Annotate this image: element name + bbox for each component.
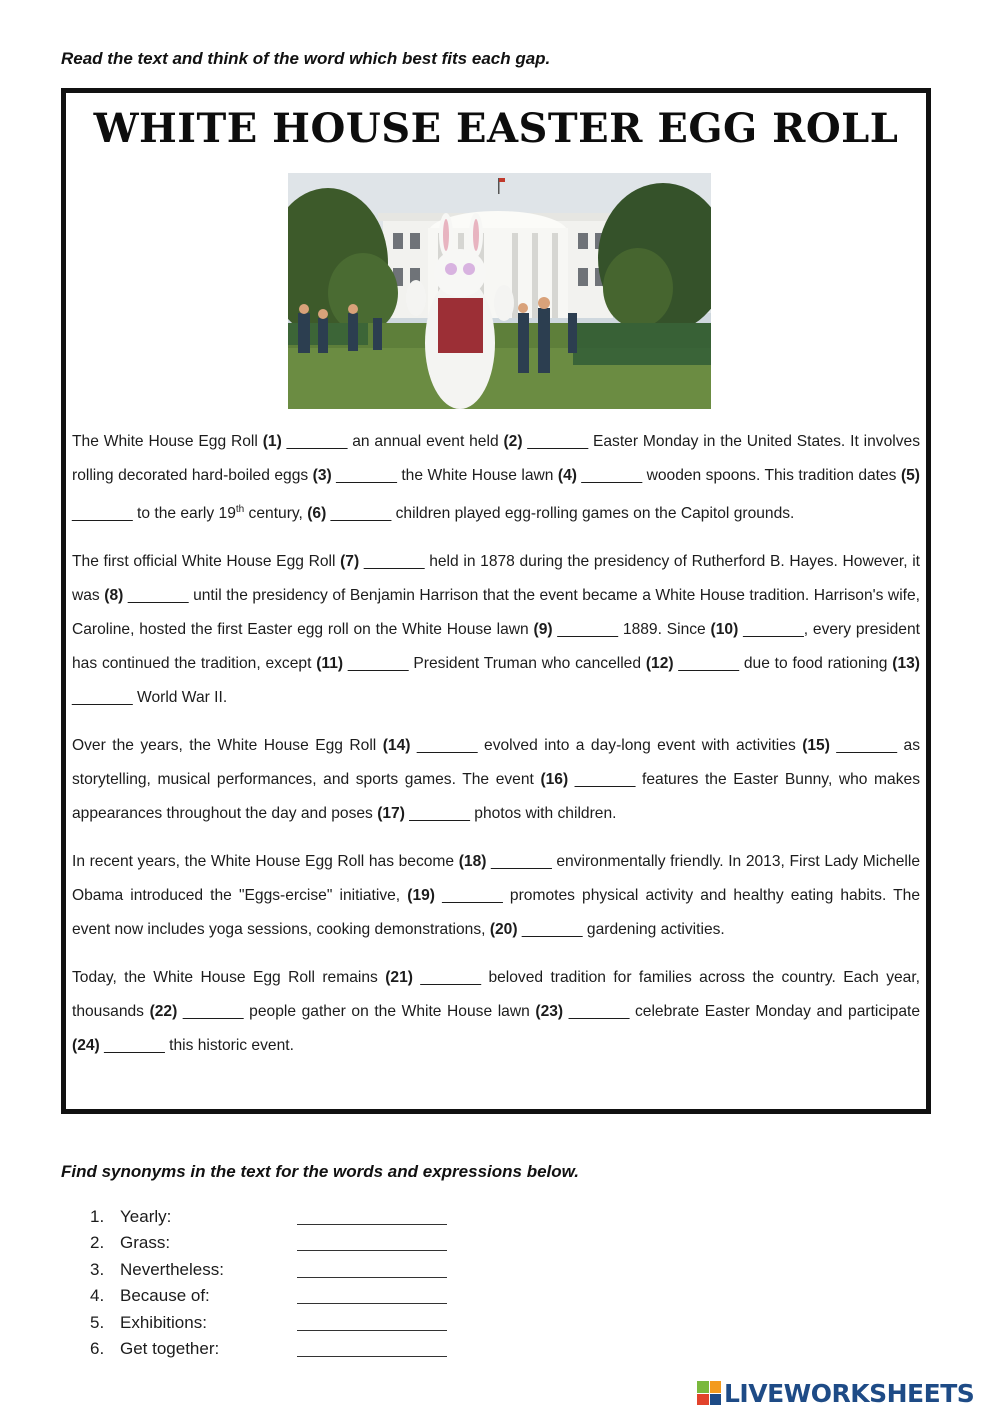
gap-fill-text bbox=[72, 425, 920, 1077]
gap-number: (23) bbox=[535, 1003, 564, 1021]
synonym-item bbox=[90, 1280, 447, 1307]
gap-number: (16) bbox=[540, 771, 569, 789]
synonym-number: 4. bbox=[90, 1286, 105, 1305]
text-fragment: _______ children played egg-rolling games on the Capitol grounds. bbox=[326, 505, 795, 523]
text-fragment: _______ 1889. Since bbox=[552, 621, 711, 639]
gap-number: (18) bbox=[458, 853, 487, 871]
gap-number: (6) bbox=[307, 505, 327, 523]
synonym-word: Because of: bbox=[120, 1286, 210, 1305]
gap-number: (10) bbox=[710, 621, 739, 639]
worksheet-title: WHITE HOUSE EASTER EGG ROLL bbox=[93, 105, 899, 152]
gap-number: (21) bbox=[385, 969, 413, 987]
text-fragment: _______ as storytelling, musical performances, and sports games. The event bbox=[72, 737, 920, 789]
synonym-number: 1. bbox=[90, 1206, 105, 1226]
gap-number: (17) bbox=[377, 805, 405, 823]
synonym-answer-blank[interactable] bbox=[297, 1338, 447, 1357]
gap-number: (7) bbox=[340, 553, 360, 571]
synonym-item bbox=[90, 1227, 447, 1254]
synonym-number: 6. bbox=[90, 1339, 105, 1358]
synonym-item bbox=[90, 1253, 447, 1280]
synonym-answer-blank[interactable] bbox=[297, 1232, 447, 1251]
text-fragment: _______ photos with children. bbox=[404, 805, 617, 823]
text-fragment: _______ features the Easter Bunny, who makes appearances throughout the day and poses bbox=[72, 771, 920, 823]
text-fragment: _______ President Truman who cancelled bbox=[343, 655, 646, 673]
white-house-photo bbox=[288, 173, 711, 409]
synonym-word: Exhibitions: bbox=[120, 1312, 207, 1332]
text-fragment: _______ to the early 19 bbox=[72, 505, 236, 523]
text-fragment: _______ people gather on the White House lawn bbox=[177, 1003, 536, 1021]
synonym-answer-blank[interactable] bbox=[297, 1285, 447, 1304]
text-fragment: _______ this historic event. bbox=[99, 1037, 294, 1055]
synonym-word: Yearly: bbox=[120, 1206, 172, 1226]
gap-fill-instruction: Read the text and think of the word which best fits each gap. bbox=[61, 49, 551, 68]
text-fragment: century, bbox=[244, 505, 308, 523]
paragraph-2 bbox=[72, 545, 920, 715]
text-fragment: _______ promotes physical activity and healthy eating habits. The event now includes yoga sessions, cooking demonstrations, bbox=[72, 887, 921, 939]
liveworksheets-logo bbox=[697, 1378, 974, 1408]
paragraph-1 bbox=[72, 425, 920, 531]
gap-number: (12) bbox=[645, 655, 674, 673]
text-fragment: _______ World War II. bbox=[72, 689, 228, 707]
ordinal-suffix: th bbox=[235, 504, 245, 515]
gap-number: (2) bbox=[503, 433, 523, 450]
text-fragment: _______ environmentally friendly. In 2013, First Lady Michelle Obama introduced the "Eggs-ercise" initiative, bbox=[72, 853, 920, 905]
gap-number: (3) bbox=[312, 467, 332, 484]
text-fragment: In recent years, the White House Egg Roll has become bbox=[72, 853, 459, 871]
text-fragment: Over the years, the White House Egg Roll bbox=[72, 737, 383, 755]
synonym-item bbox=[90, 1306, 447, 1333]
text-fragment: The White House Egg Roll bbox=[72, 433, 263, 450]
synonym-item bbox=[90, 1333, 447, 1360]
gap-number: (5) bbox=[900, 467, 920, 484]
gap-number: (9) bbox=[533, 621, 553, 639]
gap-number: (15) bbox=[802, 737, 830, 755]
gap-number: (13) bbox=[892, 655, 920, 673]
gap-number: (1) bbox=[262, 433, 282, 450]
synonym-answer-blank[interactable] bbox=[297, 1206, 447, 1225]
synonyms-list bbox=[90, 1200, 447, 1359]
text-fragment: _______ celebrate Easter Monday and participate bbox=[563, 1003, 921, 1021]
gap-number: (19) bbox=[407, 887, 435, 905]
paragraph-5 bbox=[72, 961, 920, 1063]
synonym-number: 3. bbox=[90, 1259, 105, 1279]
text-fragment: _______ beloved tradition for families across the country. Each year, thousands bbox=[72, 969, 920, 1021]
text-fragment: _______ an annual event held bbox=[281, 433, 504, 450]
text-fragment: _______ the White House lawn bbox=[331, 467, 558, 484]
text-fragment: The first official White House Egg Roll bbox=[72, 553, 341, 571]
synonym-number: 5. bbox=[90, 1312, 105, 1332]
paragraph-4 bbox=[72, 845, 920, 947]
synonym-word: Get together: bbox=[120, 1339, 220, 1358]
synonym-word: Nevertheless: bbox=[120, 1259, 224, 1279]
synonym-answer-blank[interactable] bbox=[297, 1312, 447, 1331]
gap-number: (14) bbox=[382, 737, 411, 755]
gap-number: (22) bbox=[149, 1003, 178, 1021]
paragraph-3 bbox=[72, 729, 920, 831]
synonym-answer-blank[interactable] bbox=[297, 1259, 447, 1278]
text-fragment: _______ gardening activities. bbox=[517, 921, 725, 939]
synonym-item bbox=[90, 1200, 447, 1227]
text-fragment: _______ Easter Monday in the United States. It involves rolling decorated hard-boiled eggs bbox=[72, 433, 920, 484]
text-fragment: Today, the White House Egg Roll remains bbox=[72, 969, 386, 987]
text-fragment: _______ held in 1878 during the presidency of Rutherford B. Hayes. However, it was bbox=[72, 553, 920, 605]
logo-text: LIVEWORKSHEETS bbox=[724, 1378, 975, 1408]
gap-number: (20) bbox=[489, 921, 518, 939]
synonyms-instruction: Find synonyms in the text for the words and expressions below. bbox=[61, 1162, 579, 1181]
text-fragment: _______ until the presidency of Benjamin Harrison that the event became a White House tradition. Harrison's wife, Caroline, hosted the first Easter egg roll on the White House lawn bbox=[72, 587, 920, 639]
logo-icon bbox=[697, 1381, 721, 1405]
gap-number: (8) bbox=[104, 587, 124, 605]
text-fragment: _______ wooden spoons. This tradition dates bbox=[576, 467, 901, 484]
synonym-word: Grass: bbox=[120, 1233, 171, 1252]
gap-number: (11) bbox=[316, 655, 344, 673]
synonym-number: 2. bbox=[90, 1233, 105, 1252]
text-fragment: _______ due to food rationing bbox=[673, 655, 893, 673]
text-fragment: _______, every president has continued the tradition, except bbox=[72, 621, 920, 673]
text-fragment: _______ evolved into a day-long event with activities bbox=[410, 737, 803, 755]
worksheet-frame bbox=[61, 88, 931, 1114]
gap-number: (24) bbox=[72, 1037, 100, 1055]
gap-number: (4) bbox=[557, 467, 577, 484]
